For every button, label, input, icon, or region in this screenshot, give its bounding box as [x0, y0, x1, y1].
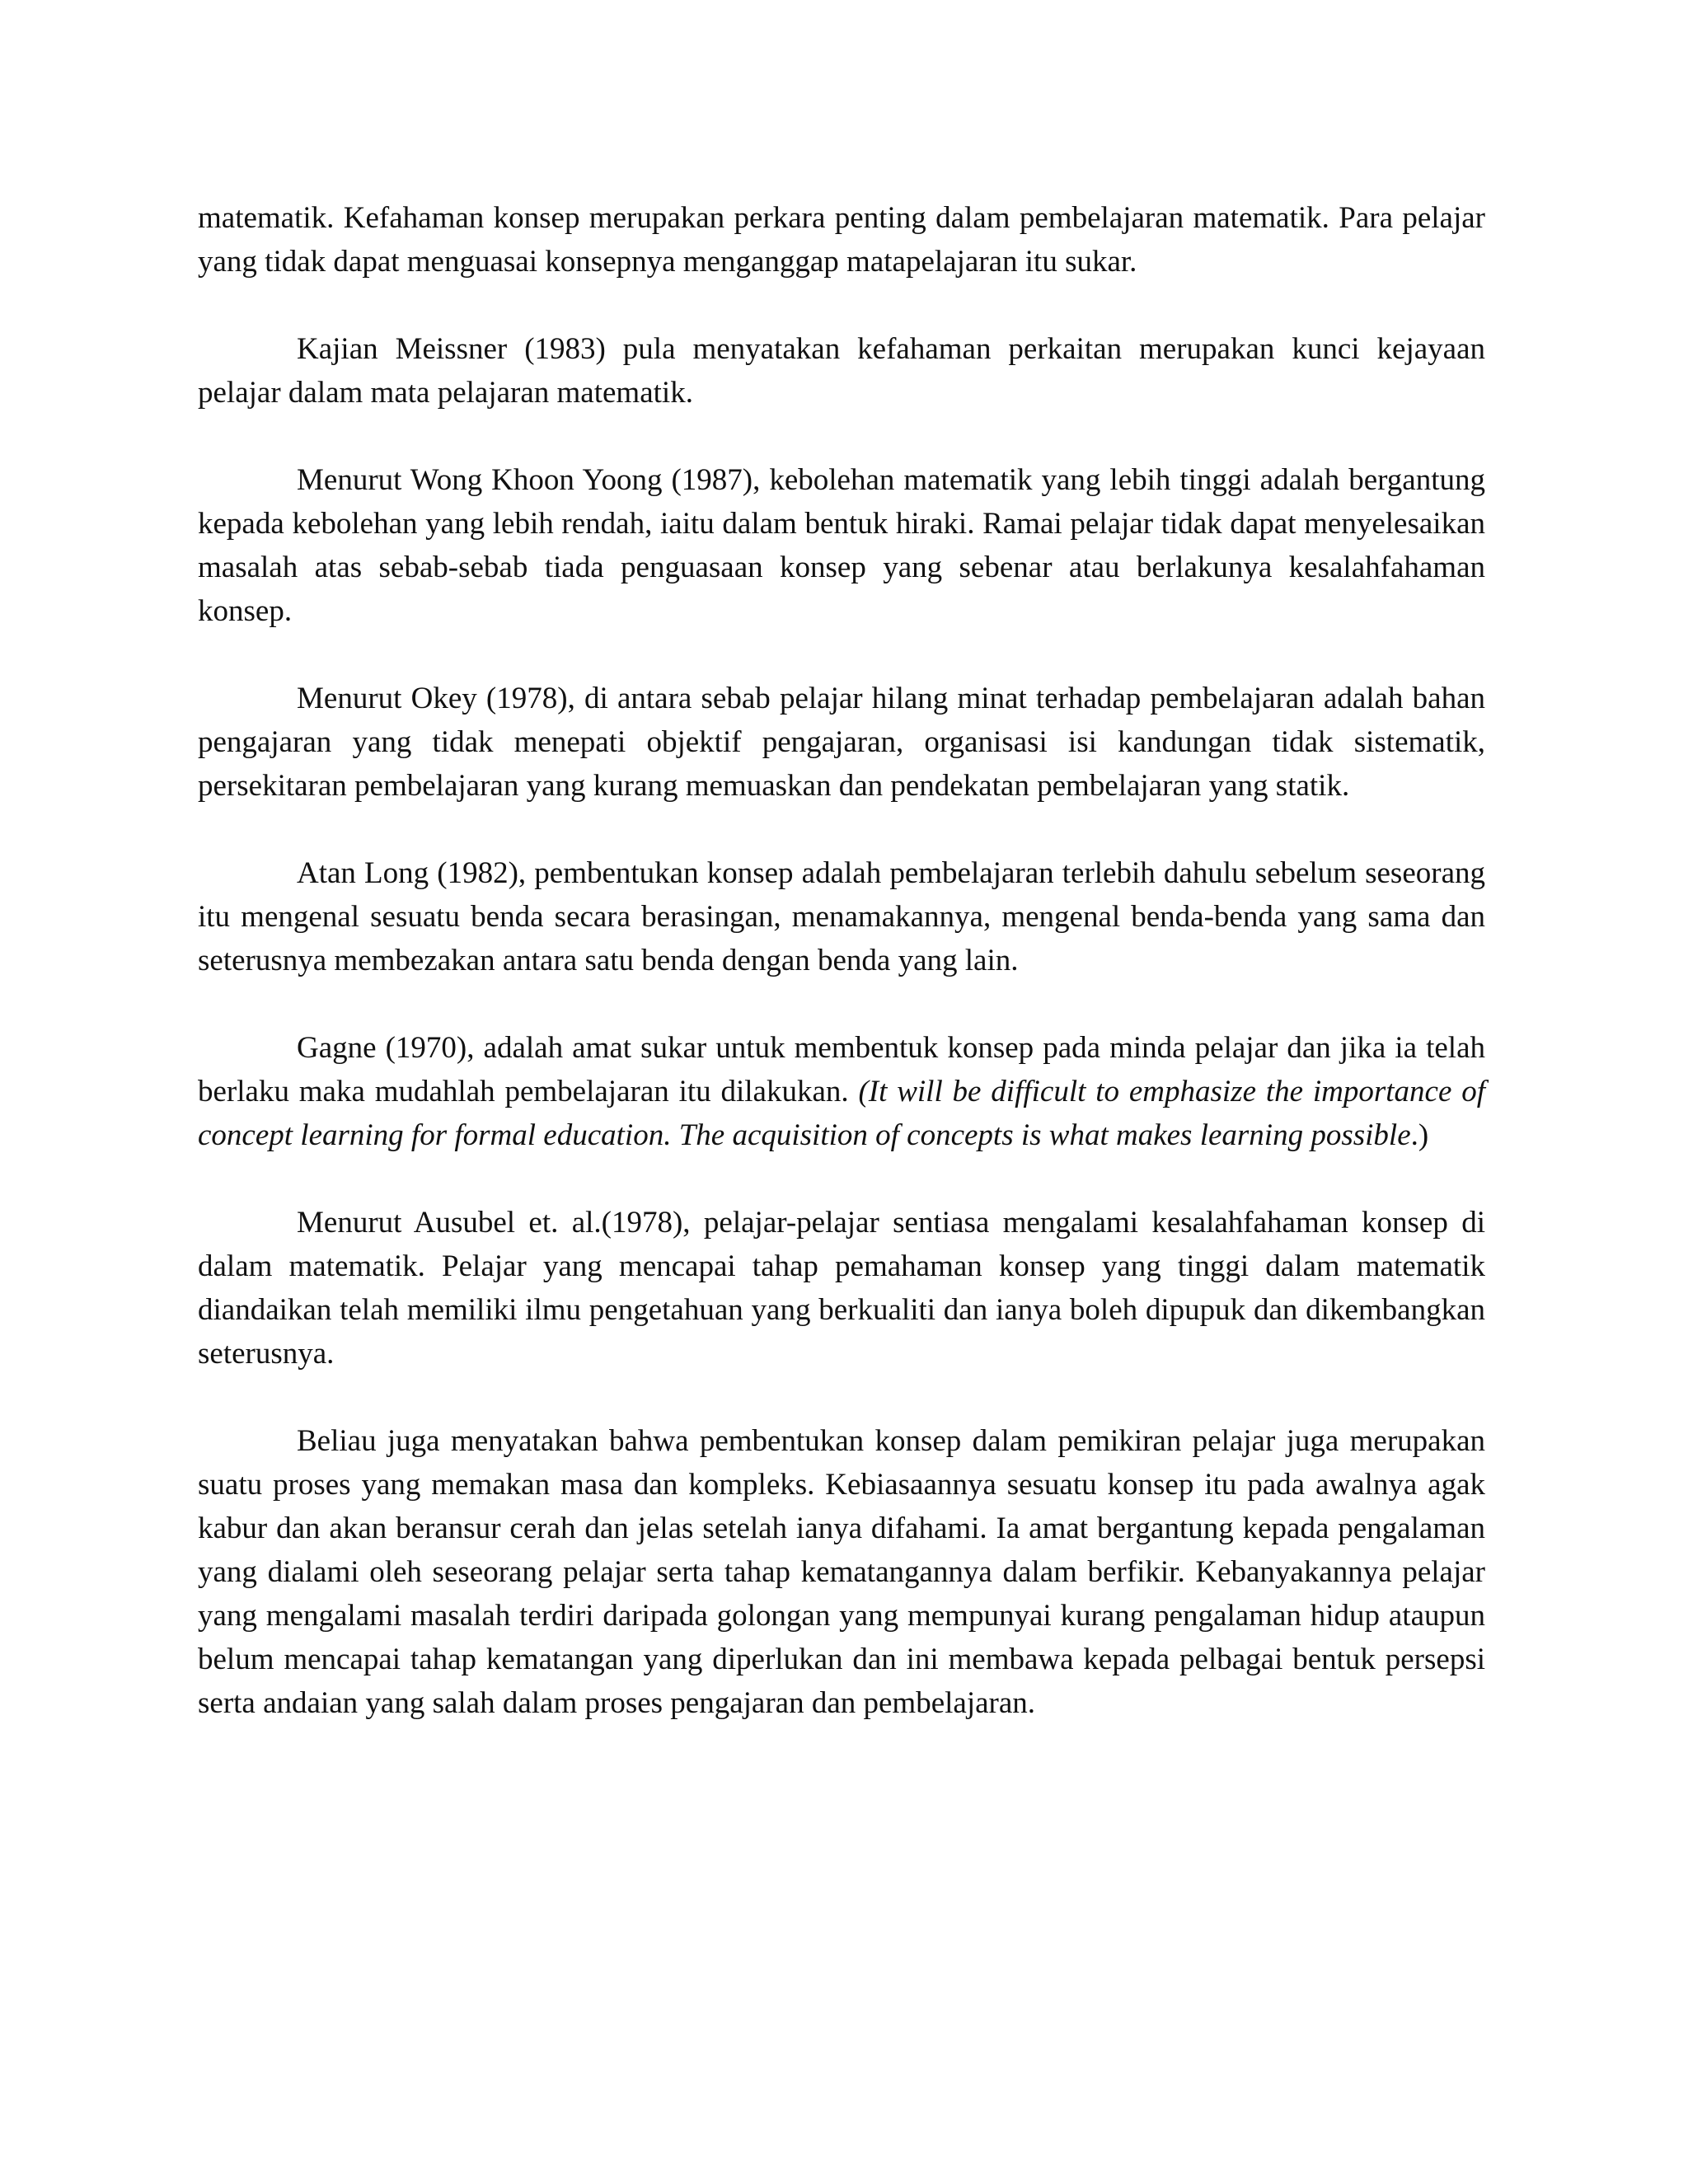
paragraph-text: Atan Long (1982), pembentukan konsep adalah pembelajaran terlebih dahulu sebelum seseorang itu mengenal sesuatu benda secara berasingan, menamakannya, mengenal benda-benda yang sama dan seterusnya membezakan antara satu benda dengan benda yang lain.	[198, 856, 1485, 977]
paragraph-text: matematik. Kefahaman konsep merupakan perkara penting dalam pembelajaran matematik. Para pelajar yang tidak dapat menguasai konsepnya menganggap matapelajaran itu sukar.	[198, 201, 1485, 279]
paragraph-ausubel	[198, 1201, 1485, 1376]
paragraph-text: Menurut Ausubel et. al.(1978), pelajar-pelajar sentiasa mengalami kesalahfahaman konsep di dalam matematik. Pelajar yang mencapai tahap pemahaman konsep yang tinggi dalam matematik diandaikan telah memiliki ilmu pengetahuan yang berkualiti dan ianya boleh dipupuk dan dikembangkan seterusnya.	[198, 1206, 1485, 1371]
paragraph-atan-long	[198, 851, 1485, 982]
paragraph-wong-khoon-yoong	[198, 458, 1485, 633]
paragraph-beliau	[198, 1419, 1485, 1725]
paragraph-text: Menurut Okey (1978), di antara sebab pelajar hilang minat terhadap pembelajaran adalah bahan pengajaran yang tidak menepati objektif pengajaran, organisasi isi kandungan tidak sistematik, persekitaran pembelajaran yang kurang memuaskan dan pendekatan pembelajaran yang statik.	[198, 682, 1485, 803]
english-quote: (It will be difficult to emphasize the importance of concept learning for formal education. The acquisition of concepts is what makes learning possible	[198, 1075, 1485, 1152]
paragraph-text: Menurut Wong Khoon Yoong (1987), kebolehan matematik yang lebih tinggi adalah bergantung kepada kebolehan yang lebih rendah, iaitu dalam bentuk hiraki. Ramai pelajar tidak dapat menyelesaikan masalah atas sebab-sebab tiada penguasaan konsep yang sebenar atau berlakunya kesalahfahaman konsep.	[198, 463, 1485, 628]
paragraph-text: Kajian Meissner (1983) pula menyatakan kefahaman perkaitan merupakan kunci kejayaan pelajar dalam mata pelajaran matematik.	[198, 332, 1485, 410]
paragraph-okey	[198, 677, 1485, 808]
paragraph-gagne	[198, 1026, 1485, 1157]
paragraph-meissner	[198, 327, 1485, 415]
quote-closing: .)	[1410, 1118, 1429, 1152]
document-page	[198, 196, 1485, 1725]
paragraph-text: Beliau juga menyatakan bahwa pembentukan konsep dalam pemikiran pelajar juga merupakan suatu proses yang memakan masa dan kompleks. Kebiasaannya sesuatu konsep itu pada awalnya agak kabur dan akan beransur cerah dan jelas setelah ianya difahami. Ia amat bergantung kepada pengalaman yang dialami oleh seseorang pelajar serta tahap kematangannya dalam berfikir. Kebanyakannya pelajar yang mengalami masalah terdiri daripada golongan yang mempunyai kurang pengalaman hidup ataupun belum mencapai tahap kematangan yang diperlukan dan ini membawa kepada pelbagai bentuk persepsi serta andaian yang salah dalam proses pengajaran dan pembelajaran.	[198, 1424, 1485, 1720]
paragraph-text: Gagne (1970), adalah amat sukar untuk membentuk konsep pada minda pelajar dan jika ia telah berlaku maka mudahlah pembelajaran itu dilakukan.	[198, 1031, 1485, 1108]
paragraph-continuation	[198, 196, 1485, 284]
